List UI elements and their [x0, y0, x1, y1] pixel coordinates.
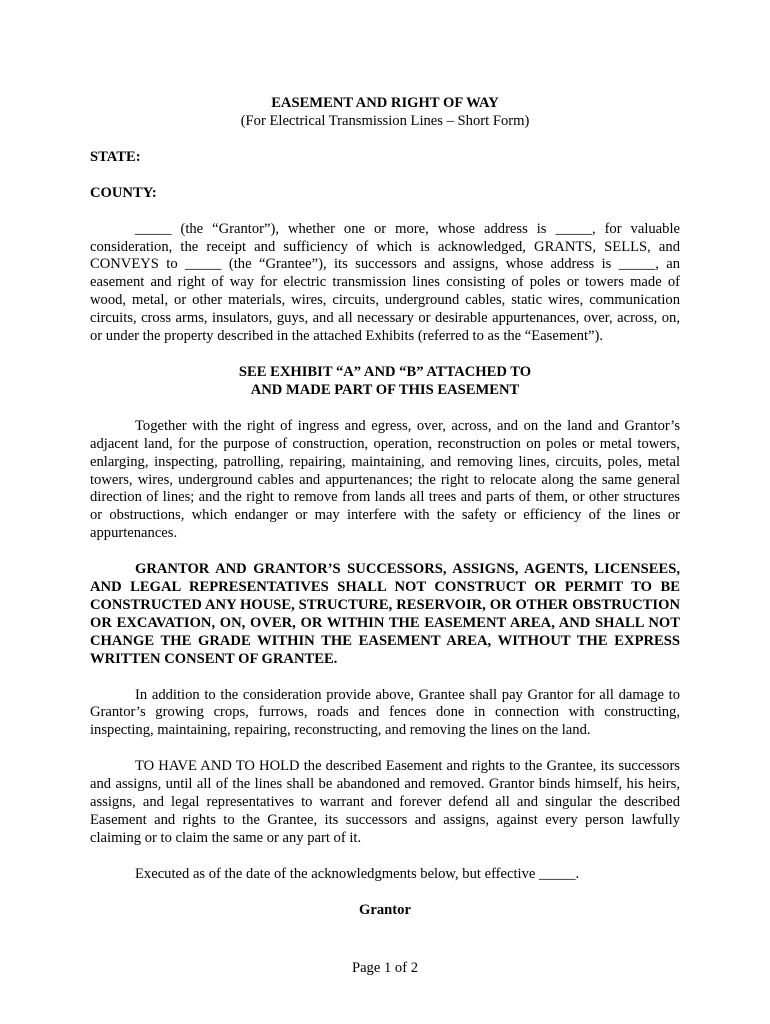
damages-paragraph: In addition to the consideration provide above, Grantee shall pay Grantor for all damage to Grantor’s growing crops, furrows, roads and fences done in connection with constructing, inspecting, maintaining, repairing, reconstructing, and removing the lines on the land.: [90, 686, 680, 739]
page-footer: Page 1 of 2: [351, 960, 419, 976]
ingress-egress-paragraph: Together with the right of ingress and egress, over, across, and on the land and Grantor’s adjacent land, for the purpose of construction, operation, reconstruction on poles or metal towers, enlarging, inspecting, patrolling, repairing, maintaining, and removing lines, circuits, poles, metal towers, wires, underground cables and appurtenances; the right to relocate along the same general direction of lines; and the right to remove from lands all trees and parts of them, or other structures or obstructions, which endanger or may interfere with the safety or efficiency of the lines or appurtenances.: [90, 417, 680, 542]
executed-line: Executed as of the date of the acknowledgments below, but effective _____.: [135, 865, 580, 882]
exhibit-notice: [90, 364, 680, 400]
grantor-heading: Grantor: [359, 901, 411, 918]
habendum-paragraph: TO HAVE AND TO HOLD the described Easement and rights to the Grantee, its successors and assigns, until all of the lines shall be abandoned and removed. Grantor binds himself, his heirs, assigns, and legal representatives to warrant and forever defend all and singular the described Easement and rights to the Grantee, its successors and assigns, against every person lawfully claiming or to claim the same or any part of it.: [90, 758, 680, 846]
state-label: STATE:: [90, 148, 141, 165]
exhibit-line-1: SEE EXHIBIT “A” AND “B” ATTACHED TO: [238, 363, 532, 380]
restrictions-paragraph: GRANTOR AND GRANTOR’S SUCCESSORS, ASSIGNS, AGENTS, LICENSEES, AND LEGAL REPRESENTATIVES SHALL NOT CONSTRUCT OR PERMIT TO BE CONSTRUCTED ANY HOUSE, STRUCTURE, RESERVOIR, OR OTHER OBSTRUCTION OR EXCAVATION, ON, OVER, OR WITHIN THE EASEMENT AREA, AND SHALL NOT CHANGE THE GRADE WITHIN THE EASEMENT AREA, WITHOUT THE EXPRESS WRITTEN CONSENT OF GRANTEE.: [90, 561, 680, 667]
exhibit-line-2: AND MADE PART OF THIS EASEMENT: [250, 381, 520, 398]
document-subtitle: (For Electrical Transmission Lines – Short Form): [240, 112, 530, 129]
document-title: EASEMENT AND RIGHT OF WAY: [271, 95, 499, 111]
county-label: COUNTY:: [90, 184, 157, 201]
grant-paragraph: _____ (the “Grantor”), whether one or more, whose address is _____, for valuable consideration, the receipt and sufficiency of which is acknowledged, GRANTS, SELLS, and CONVEYS to _____ (the “Grantee”), its successors and assigns, whose address is _____, an easement and right of way for electric transmission lines consisting of poles or towers made of wood, metal, or other materials, wires, circuits, underground cables, static wires, communication circuits, cross arms, insulators, guys, and all necessary or desirable appurtenances, over, across, on, or under the property described in the attached Exhibits (referred to as the “Easement”).: [90, 220, 680, 345]
document-body: [90, 95, 680, 920]
